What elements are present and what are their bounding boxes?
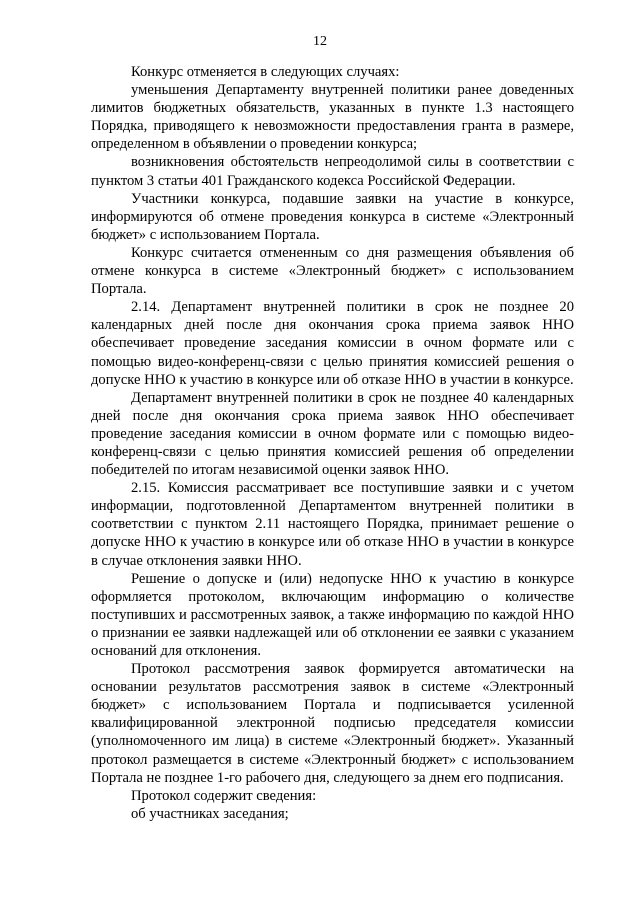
paragraph: 2.14. Департамент внутренней политики в срок не позднее 20 календарных дней после дня окончания срока приема заявок ННО обеспечивает проведение заседания комиссии в очном формате или с помощью видео-конференц-связи с целью принятия комиссией решения о допуске ННО к участию в конкурсе или об отказе ННО в участии в конкурсе. [91,299,574,388]
document-body [91,63,574,823]
paragraph: Участники конкурса, подавшие заявки на участие в конкурсе, информируются об отмене проведения конкурса в системе «Электронный бюджет» с использованием Портала. [91,190,574,243]
paragraph: Конкурс считается отмененным со дня размещения объявления об отмене конкурса в системе «Электронный бюджет» с использованием Портала. [91,244,574,298]
paragraph: Департамент внутренней политики в срок не позднее 40 календарных дней после дня окончания срока приема заявок ННО обеспечивает проведение заседания комиссии в очном формате или с помощью видео-конференц-связи с целью принятия комиссией решения об определении победителей по итогам независимой оценки заявок ННО. [91,389,574,479]
paragraph: Конкурс отменяется в следующих случаях: [131,64,400,80]
paragraph: уменьшения Департаменту внутренней политики ранее доведенных лимитов бюджетных обязательств, указанных в пункте 1.3 настоящего Порядка, приводящего к невозможности предоставления гранта в размере, определенном в объявлении о проведении конкурса; [91,82,574,153]
paragraph: Протокол рассмотрения заявок формируется автоматически на основании результатов рассмотрения заявок в системе «Электронный бюджет» с использованием Портала и подписывается усиленной квалифицированной электронной подписью председателя комиссии (уполномоченного им лица) в системе «Электронный бюджет». Указанный протокол размещается в системе «Электронный бюджет» с использованием Портала не позднее 1-го рабочего дня, следующего за днем его подписания. [91,661,574,786]
paragraph: возникновения обстоятельств непреодолимой силы в соответствии с пунктом 3 статьи 401 Гражданского кодекса Российской Федерации. [91,154,574,189]
paragraph: 2.15. Комиссия рассматривает все поступившие заявки и с учетом информации, подготовленной Департаментом внутренней политики в соответствии с пунктом 2.11 настоящего Порядка, принимает решение о допуске ННО к участию в конкурсе или об отказе ННО в участии в конкурсе в случае отклонения заявки ННО. [91,480,574,569]
paragraph: Протокол содержит сведения: [131,787,317,804]
paragraph: об участниках заседания; [131,805,289,822]
paragraph: Решение о допуске и (или) недопуске ННО к участию в конкурсе оформляется протоколом, включающим информацию о количестве поступивших и рассмотренных заявок, а также информацию по каждой ННО о признании ее заявки надлежащей или об отклонении ее заявки с указанием оснований для отклонения. [91,570,574,659]
page-number: 12 [313,34,327,49]
